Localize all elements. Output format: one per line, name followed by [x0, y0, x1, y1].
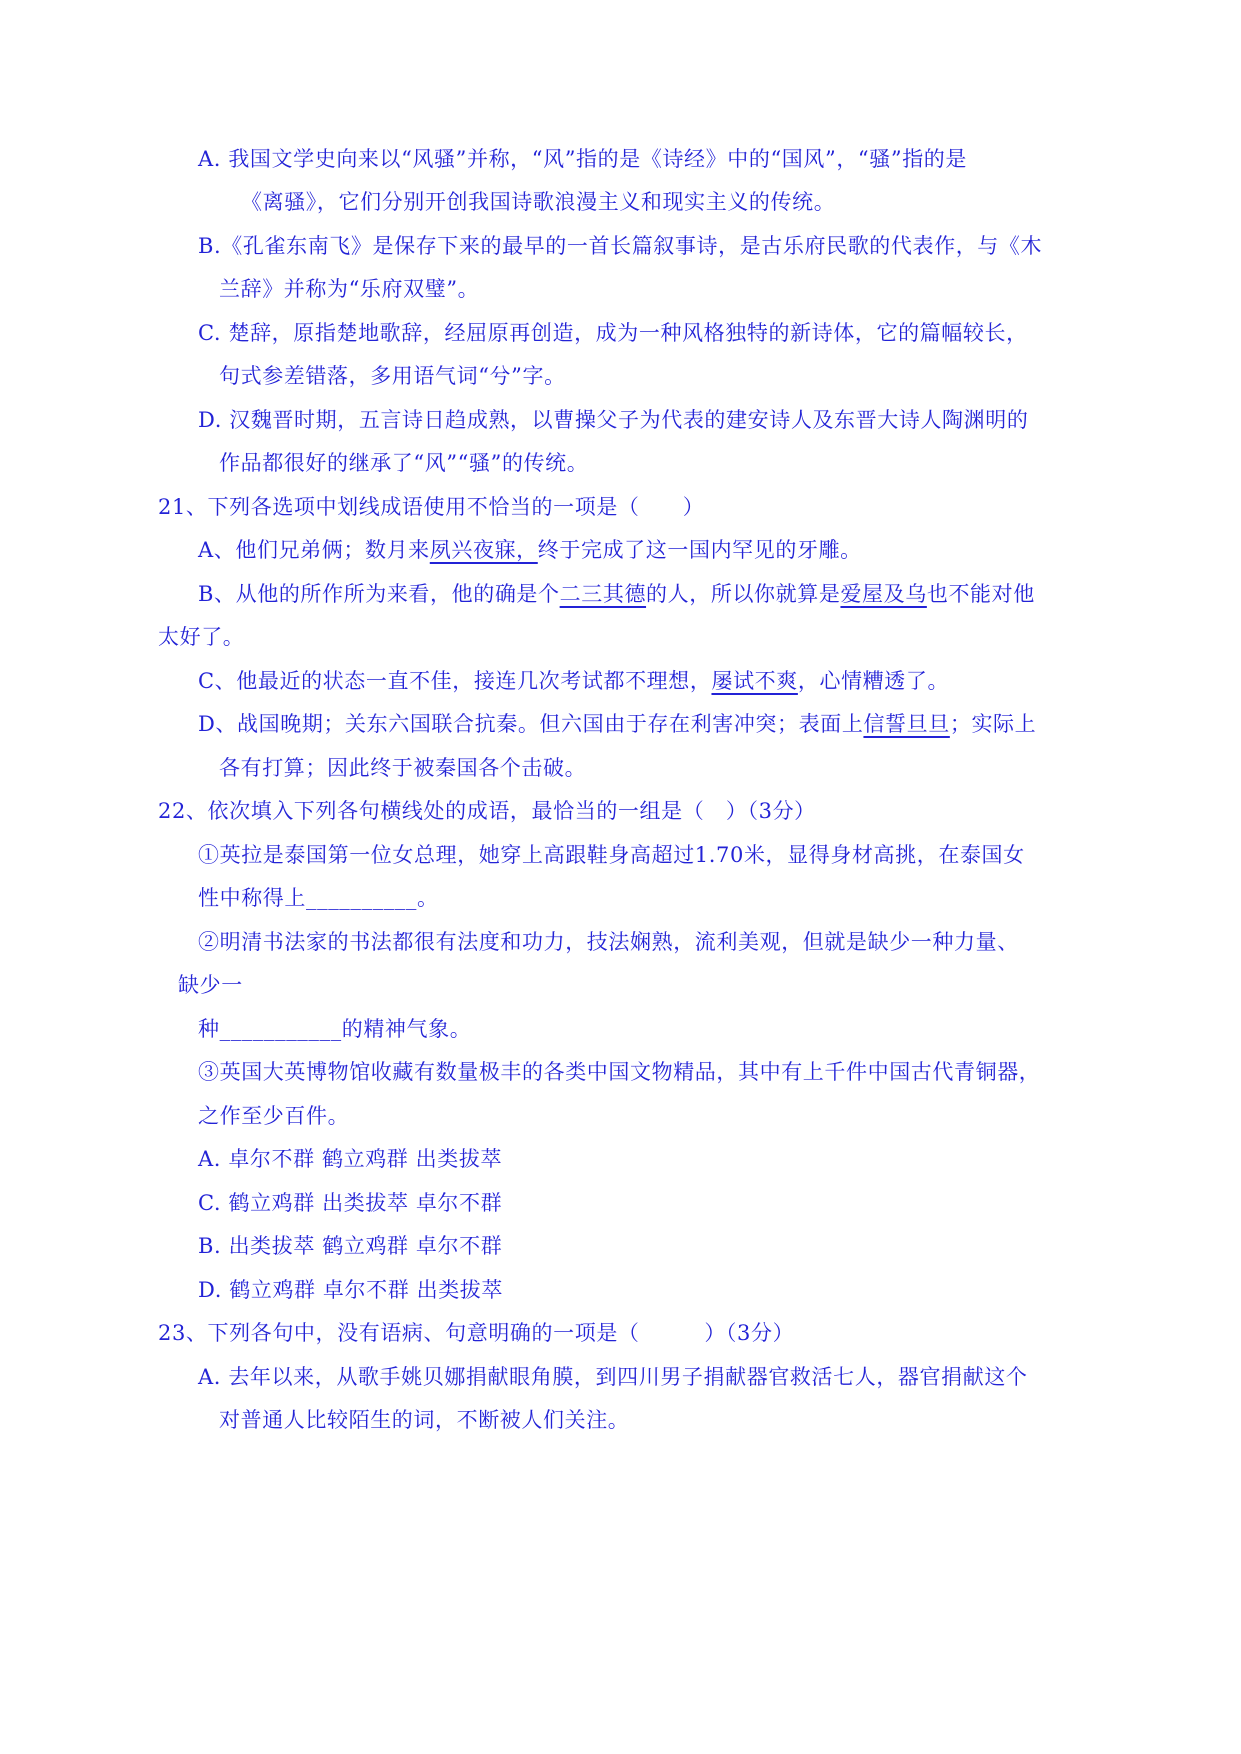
q22-option-a: A. 卓尔不群 鹤立鸡群 出类拔萃: [198, 1147, 503, 1171]
q21-option-c: [198, 667, 949, 695]
q22-sentence-1-line2: [198, 884, 439, 912]
q22-sentence-3-line1: ③英国大英博物馆收藏有数量极丰的各类中国文物精品，其中有上千件中国古代青铜器，: [198, 1060, 1041, 1084]
q21-option-d: [198, 710, 1036, 738]
q21-d-text: D、战国晚期；关东六国联合抗秦。但六国由于存在利害冲突；表面上: [198, 712, 864, 736]
q21-a-underlined-idiom: 夙兴夜寐，: [429, 538, 538, 562]
q21-b-text-mid: 的人，所以你就算是: [646, 582, 841, 606]
q22-s1-blank: __________: [306, 886, 417, 910]
q21-b-underlined-idiom-2: 爱屋及乌: [840, 582, 927, 606]
q20-option-c-line2: 句式参差错落，多用语气词“兮”字。: [219, 364, 566, 388]
q21-c-underlined-idiom: 屡试不爽: [711, 669, 798, 693]
q22-option-b: B. 出类拔萃 鹤立鸡群 卓尔不群: [198, 1234, 503, 1258]
q22-sentence-3-line2: 之作至少百件。: [198, 1104, 350, 1128]
q21-option-b-line2: 太好了。: [158, 625, 245, 649]
q21-c-text-end: ，心情糟透了。: [797, 669, 950, 693]
q22-s1-text-end: 。: [417, 886, 439, 910]
q21-d-text-end: ；实际上: [949, 712, 1037, 736]
q22-s2-text: 种: [198, 1017, 220, 1041]
q21-c-text: C、他最近的状态一直不佳，接连几次考试都不理想，: [198, 669, 712, 693]
q20-option-b-line1: B.《孔雀东南飞》是保存下来的最早的一首长篇叙事诗，是古乐府民歌的代表作，与《木: [198, 234, 1043, 258]
q22-s1-text: 性中称得上: [198, 886, 306, 910]
q22-s2-blank: ___________: [219, 1017, 342, 1041]
q20-option-b-line2: 兰辞》并称为“乐府双璧”。: [219, 277, 480, 301]
q21-a-text: A、他们兄弟俩；数月来: [198, 538, 430, 562]
q21-option-d-line2: 各有打算；因此终于被秦国各个击破。: [219, 756, 587, 780]
q22-sentence-2-line3: [198, 1015, 471, 1043]
q22-option-d: D. 鹤立鸡群 卓尔不群 出类拔萃: [198, 1278, 503, 1302]
q20-option-a-line1: A. 我国文学史向来以“风骚”并称，“风”指的是《诗经》中的“国风”，“骚”指的是: [198, 147, 967, 171]
q22-option-c: C. 鹤立鸡群 出类拔萃 卓尔不群: [198, 1191, 503, 1215]
q21-b-underlined-idiom-1: 二三其德: [559, 582, 647, 606]
q20-option-d-line1: D. 汉魏晋时期，五言诗日趋成熟，以曹操父子为代表的建安诗人及东晋大诗人陶渊明的: [198, 408, 1029, 432]
q22-s2-text-end: 的精神气象。: [341, 1017, 472, 1041]
q21-stem: 21、下列各选项中划线成语使用不恰当的一项是（ ）: [158, 495, 705, 519]
q21-a-text-end: 终于完成了这一国内罕见的牙雕。: [537, 538, 862, 562]
q22-sentence-1-line1: ①英拉是泰国第一位女总理，她穿上高跟鞋身高超过1.70米，显得身材高挑，在泰国女: [198, 843, 1025, 867]
q21-option-a: [198, 536, 862, 564]
q22-sentence-2-line2: 缺少一: [178, 973, 243, 997]
q23-option-a-line2: 对普通人比较陌生的词，不断被人们关注。: [219, 1408, 630, 1432]
q21-d-underlined-idiom: 信誓旦旦: [863, 712, 950, 736]
q22-stem: 22、依次填入下列各句横线处的成语，最恰当的一组是（ ）（3分）: [158, 799, 816, 823]
q21-option-b: [198, 580, 1035, 608]
q23-option-a-line1: A. 去年以来，从歌手姚贝娜捐献眼角膜，到四川男子捐献器官救活七人，器官捐献这个: [198, 1365, 1028, 1389]
q22-sentence-2-line1: ②明清书法家的书法都很有法度和功力，技法娴熟，流利美观，但就是缺少一种力量、: [198, 930, 1019, 954]
q20-option-d-line2: 作品都很好的继承了“风”“骚”的传统。: [219, 451, 589, 475]
q23-stem: 23、下列各句中，没有语病、句意明确的一项是（ ）（3分）: [158, 1321, 795, 1345]
q20-option-a-line2: 《离骚》，它们分别开创我国诗歌浪漫主义和现实主义的传统。: [241, 190, 836, 214]
q20-option-c-line1: C. 楚辞，原指楚地歌辞，经屈原再创造，成为一种风格独特的新诗体，它的篇幅较长，: [198, 321, 1028, 345]
q21-b-text-end: 也不能对他: [926, 582, 1035, 606]
q21-b-text: B、从他的所作所为来看，他的确是个: [198, 582, 560, 606]
